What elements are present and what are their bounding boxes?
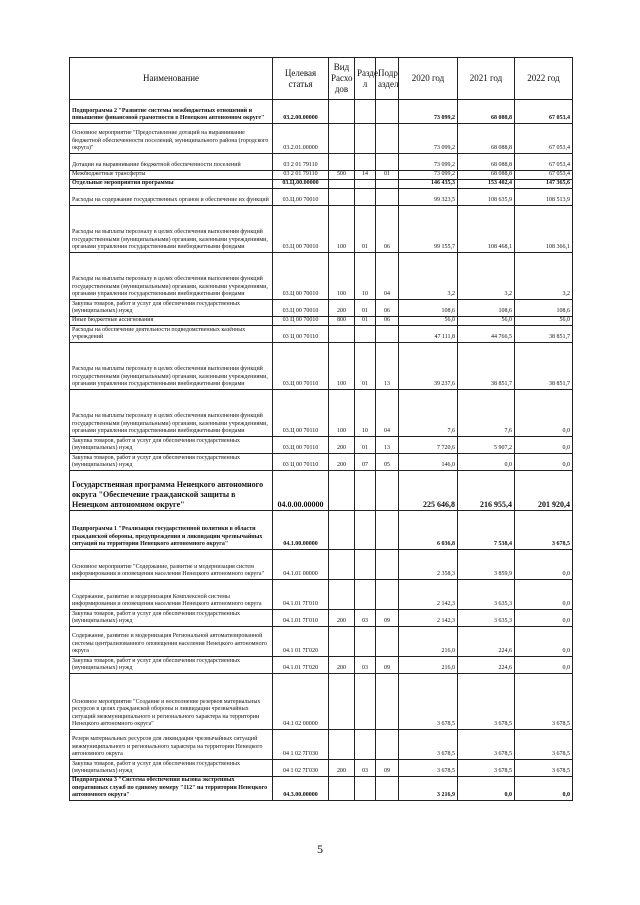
table-row bbox=[70, 777, 573, 801]
row-expense-type bbox=[329, 100, 355, 124]
row-name: Закупка товаров, работ и услуг для обеспечения государственных (муниципальных) нужд bbox=[70, 454, 273, 471]
row-section bbox=[355, 326, 376, 343]
row-subsection bbox=[376, 180, 399, 189]
row-code: 03.Ц 00 70110 bbox=[273, 437, 329, 454]
row-subsection bbox=[376, 100, 399, 124]
row-amount-2022: 67 053,4 bbox=[515, 100, 573, 124]
row-code: 04.3.00.00000 bbox=[273, 777, 329, 801]
row-section: 01 bbox=[355, 343, 376, 390]
row-expense-type bbox=[329, 730, 355, 760]
row-amount-2020: 3 678,5 bbox=[399, 674, 458, 730]
row-code: 04.1.01 00000 bbox=[273, 550, 329, 580]
row-code: 03.Ц 00 70010 bbox=[273, 206, 329, 253]
table-row bbox=[70, 760, 573, 777]
header-expense-type: Вид Расхо дов bbox=[329, 58, 355, 100]
row-amount-2021: 108,6 bbox=[458, 300, 515, 317]
row-amount-2020: 73 099,2 bbox=[399, 171, 458, 180]
row-section: 03 bbox=[355, 657, 376, 674]
row-code: 03.Ц 00 70110 bbox=[273, 390, 329, 437]
table-row bbox=[70, 550, 573, 580]
row-amount-2021: 108 468,1 bbox=[458, 206, 515, 253]
row-amount-2022: 38 851,7 bbox=[515, 326, 573, 343]
row-amount-2021: 224,6 bbox=[458, 627, 515, 657]
row-code: 04.1.01 7Г010 bbox=[273, 610, 329, 627]
row-code: 04 1 02 7Г030 bbox=[273, 760, 329, 777]
row-amount-2021: 68 088,8 bbox=[458, 100, 515, 124]
table-row bbox=[70, 124, 573, 154]
row-code: 03 2 01 79110 bbox=[273, 154, 329, 171]
header-year-2020: 2020 год bbox=[399, 58, 458, 100]
row-code: 03 Ц 00 70110 bbox=[273, 326, 329, 343]
row-code: 04.1.01 7Г020 bbox=[273, 657, 329, 674]
row-expense-type: 200 bbox=[329, 760, 355, 777]
row-expense-type: 800 bbox=[329, 317, 355, 326]
row-name: Государственная программа Ненецкого автономного округа "Обеспечение гражданской защиты в Ненецком автономном округе" bbox=[70, 471, 273, 511]
row-subsection: 06 bbox=[376, 206, 399, 253]
row-subsection: 05 bbox=[376, 454, 399, 471]
row-expense-type bbox=[329, 511, 355, 550]
row-amount-2020: 73 099,2 bbox=[399, 154, 458, 171]
row-amount-2022: 3 678,5 bbox=[515, 674, 573, 730]
row-subsection: 13 bbox=[376, 437, 399, 454]
row-amount-2020: 2 358,3 bbox=[399, 550, 458, 580]
row-subsection bbox=[376, 550, 399, 580]
row-expense-type bbox=[329, 326, 355, 343]
row-section: 10 bbox=[355, 390, 376, 437]
row-code: 04.1.00.00000 bbox=[273, 511, 329, 550]
row-amount-2022: 0,0 bbox=[515, 657, 573, 674]
row-amount-2021: 216 955,4 bbox=[458, 471, 515, 511]
row-amount-2020: 73 099,2 bbox=[399, 124, 458, 154]
table-row bbox=[70, 317, 573, 326]
row-section: 03 bbox=[355, 610, 376, 627]
row-amount-2020: 7,6 bbox=[399, 390, 458, 437]
row-amount-2022: 67 053,4 bbox=[515, 171, 573, 180]
row-code: 03.Ц 00 70010 bbox=[273, 253, 329, 300]
row-subsection bbox=[376, 154, 399, 171]
row-subsection bbox=[376, 627, 399, 657]
table-row bbox=[70, 610, 573, 627]
row-name: Расходы на выплаты персоналу в целях обеспечения выполнения функций государственными (муниципальными) органами, казенными учреждениями, органами управления государственными внебюджетными фондами bbox=[70, 206, 273, 253]
row-section: 01 bbox=[355, 317, 376, 326]
row-code: 03.Ц 00 70010 bbox=[273, 300, 329, 317]
row-section bbox=[355, 154, 376, 171]
row-amount-2021: 3 635,3 bbox=[458, 580, 515, 610]
row-amount-2022: 0,0 bbox=[515, 454, 573, 471]
row-name: Расходы на обеспечение деятельности подведомственных казённых учреждений bbox=[70, 326, 273, 343]
row-code: 03 2 01 79110 bbox=[273, 171, 329, 180]
row-section bbox=[355, 124, 376, 154]
table-row bbox=[70, 100, 573, 124]
row-expense-type bbox=[329, 471, 355, 511]
row-section: 01 bbox=[355, 300, 376, 317]
row-expense-type: 100 bbox=[329, 343, 355, 390]
row-name: Содержание, развитие и модернизация Комплексной системы информирования и оповещения населения Ненецкого автономного округа bbox=[70, 580, 273, 610]
row-amount-2022: 108 366,1 bbox=[515, 206, 573, 253]
row-expense-type: 100 bbox=[329, 390, 355, 437]
row-expense-type: 100 bbox=[329, 253, 355, 300]
table-row bbox=[70, 253, 573, 300]
row-expense-type bbox=[329, 550, 355, 580]
row-amount-2022: 147 365,6 bbox=[515, 180, 573, 189]
row-amount-2020: 73 099,2 bbox=[399, 100, 458, 124]
row-name: Подпрограмма 2 "Развитие системы межбюджетных отношений и повышение финансовой грамотности в Ненецком автономном округе" bbox=[70, 100, 273, 124]
row-name: Резерв материальных ресурсов для ликвидации чрезвычайных ситуаций межмуниципального и регионального характера на территории Ненецкого автономного округа bbox=[70, 730, 273, 760]
row-name: Закупка товаров, работ и услуг для обеспечения государственных (муниципальных) нужд bbox=[70, 300, 273, 317]
header-code: Целевая статья bbox=[273, 58, 329, 100]
row-amount-2020: 3 678,5 bbox=[399, 730, 458, 760]
row-name: Дотации на выравнивание бюджетной обеспеченности поселений bbox=[70, 154, 273, 171]
row-name: Закупка товаров, работ и услуг для обеспечения государственных (муниципальных) нужд bbox=[70, 657, 273, 674]
row-code: 03.2.00.00000 bbox=[273, 100, 329, 124]
row-section bbox=[355, 189, 376, 206]
row-section: 14 bbox=[355, 171, 376, 180]
row-amount-2021: 153 402,4 bbox=[458, 180, 515, 189]
table-row bbox=[70, 674, 573, 730]
row-amount-2021: 3 859,9 bbox=[458, 550, 515, 580]
row-amount-2021: 3 635,3 bbox=[458, 610, 515, 627]
table-row bbox=[70, 300, 573, 317]
row-subsection bbox=[376, 674, 399, 730]
row-amount-2021: 3 678,5 bbox=[458, 674, 515, 730]
row-amount-2020: 47 111,8 bbox=[399, 326, 458, 343]
row-section: 01 bbox=[355, 437, 376, 454]
row-name: Основное мероприятие "Создание и восполнение резервов материальных ресурсов в целях гражданской обороны и ликвидации чрезвычайных ситуаций межмуниципального и регионального характера на территории Ненецкого автономного округа" bbox=[70, 674, 273, 730]
row-amount-2020: 2 142,3 bbox=[399, 580, 458, 610]
row-subsection: 13 bbox=[376, 343, 399, 390]
row-code: 04.1 01 7Г020 bbox=[273, 627, 329, 657]
row-amount-2020: 99 323,5 bbox=[399, 189, 458, 206]
row-code: 04.1.01 7Г010 bbox=[273, 580, 329, 610]
header-year-2021: 2021 год bbox=[458, 58, 515, 100]
row-subsection: 01 bbox=[376, 171, 399, 180]
row-expense-type bbox=[329, 627, 355, 657]
row-code: 04 1 02 7Г030 bbox=[273, 730, 329, 760]
row-section bbox=[355, 180, 376, 189]
table-row bbox=[70, 454, 573, 471]
row-section bbox=[355, 674, 376, 730]
row-section bbox=[355, 730, 376, 760]
row-amount-2021: 68 088,8 bbox=[458, 124, 515, 154]
row-section bbox=[355, 471, 376, 511]
row-subsection bbox=[376, 511, 399, 550]
row-expense-type: 200 bbox=[329, 610, 355, 627]
row-section: 03 bbox=[355, 760, 376, 777]
row-amount-2022: 0,0 bbox=[515, 437, 573, 454]
row-amount-2022: 0,0 bbox=[515, 777, 573, 801]
row-amount-2020: 146,0 bbox=[399, 454, 458, 471]
row-expense-type: 500 bbox=[329, 171, 355, 180]
header-row bbox=[70, 58, 573, 100]
row-subsection bbox=[376, 326, 399, 343]
row-name: Подпрограмма 1 "Реализация государственной политики в области гражданской обороны, предупреждения и ликвидации чрезвычайных ситуаций на территории Ненецкого автономного округа" bbox=[70, 511, 273, 550]
row-subsection bbox=[376, 124, 399, 154]
table-row bbox=[70, 730, 573, 760]
row-amount-2022: 38 851,7 bbox=[515, 343, 573, 390]
row-code: 03.Ц 00 70110 bbox=[273, 343, 329, 390]
row-amount-2022: 201 920,4 bbox=[515, 471, 573, 511]
row-amount-2022: 67 053,4 bbox=[515, 124, 573, 154]
row-section bbox=[355, 511, 376, 550]
budget-table-body bbox=[70, 100, 573, 801]
row-subsection bbox=[376, 580, 399, 610]
table-row bbox=[70, 206, 573, 253]
row-expense-type bbox=[329, 777, 355, 801]
row-amount-2022: 67 053,4 bbox=[515, 154, 573, 171]
row-amount-2020: 99 155,7 bbox=[399, 206, 458, 253]
row-amount-2021: 0,0 bbox=[458, 454, 515, 471]
row-amount-2020: 108,6 bbox=[399, 300, 458, 317]
row-amount-2022: 3 678,5 bbox=[515, 511, 573, 550]
row-amount-2020: 216,0 bbox=[399, 627, 458, 657]
row-subsection: 04 bbox=[376, 253, 399, 300]
row-name: Расходы на выплаты персоналу в целях обеспечения выполнения функций государственными (муниципальными) органами, казенными учреждениями, органами управления государственными внебюджетными фондами bbox=[70, 343, 273, 390]
header-subsection: Подр аздел bbox=[376, 58, 399, 100]
table-row bbox=[70, 189, 573, 206]
row-code: 03.Ц.00 70010 bbox=[273, 189, 329, 206]
row-expense-type: 200 bbox=[329, 437, 355, 454]
row-amount-2021: 44 766,5 bbox=[458, 326, 515, 343]
row-subsection: 09 bbox=[376, 760, 399, 777]
row-amount-2020: 2 142,3 bbox=[399, 610, 458, 627]
row-section bbox=[355, 100, 376, 124]
row-code: 03.Ц.00.00000 bbox=[273, 180, 329, 189]
header-section: Разде л bbox=[355, 58, 376, 100]
table-row bbox=[70, 511, 573, 550]
row-amount-2021: 3 678,5 bbox=[458, 730, 515, 760]
row-amount-2022: 0,0 bbox=[515, 610, 573, 627]
row-name: Содержание, развитие и модернизация Региональной автоматизированной системы централизованного оповещения населения Ненецкого автономного округа bbox=[70, 627, 273, 657]
header-year-2022: 2022 год bbox=[515, 58, 573, 100]
row-subsection bbox=[376, 730, 399, 760]
row-name: Межбюджетные трансферты bbox=[70, 171, 273, 180]
row-expense-type bbox=[329, 674, 355, 730]
row-name: Расходы на выплаты персоналу в целях обеспечения выполнения функций государственными (муниципальными) органами, казенными учреждениями, органами управления государственными внебюджетными фондами bbox=[70, 253, 273, 300]
row-name: Закупка товаров, работ и услуг для обеспечения государственных (муниципальных) нужд bbox=[70, 437, 273, 454]
row-section: 07 bbox=[355, 454, 376, 471]
row-amount-2022: 0,0 bbox=[515, 580, 573, 610]
row-amount-2021: 68 088,8 bbox=[458, 171, 515, 180]
table-row bbox=[70, 326, 573, 343]
table-row bbox=[70, 627, 573, 657]
row-subsection bbox=[376, 189, 399, 206]
row-name: Отдельные мероприятия программы bbox=[70, 180, 273, 189]
table-row bbox=[70, 580, 573, 610]
row-amount-2021: 56,0 bbox=[458, 317, 515, 326]
table-row bbox=[70, 154, 573, 171]
row-name: Подпрограмма 3 "Система обеспечения вызова экстренных оперативных служб по единому номеру "112" на территории Ненецкого автономного округа" bbox=[70, 777, 273, 801]
row-amount-2021: 38 851,7 bbox=[458, 343, 515, 390]
row-amount-2022: 108,6 bbox=[515, 300, 573, 317]
row-amount-2022: 0,0 bbox=[515, 390, 573, 437]
row-expense-type bbox=[329, 154, 355, 171]
row-code: 03 Ц 00 70110 bbox=[273, 454, 329, 471]
row-code: 04.1 02 00000 bbox=[273, 674, 329, 730]
row-expense-type bbox=[329, 189, 355, 206]
row-amount-2020: 7 720,6 bbox=[399, 437, 458, 454]
row-subsection: 06 bbox=[376, 300, 399, 317]
row-amount-2022: 3,2 bbox=[515, 253, 573, 300]
row-amount-2020: 39 237,6 bbox=[399, 343, 458, 390]
row-subsection: 04 bbox=[376, 390, 399, 437]
row-section bbox=[355, 627, 376, 657]
page-number: 5 bbox=[317, 842, 323, 856]
row-code: 03 Ц 00 70010 bbox=[273, 317, 329, 326]
row-amount-2022: 3 678,5 bbox=[515, 730, 573, 760]
row-section: 01 bbox=[355, 206, 376, 253]
row-amount-2021: 108 635,9 bbox=[458, 189, 515, 206]
row-subsection: 09 bbox=[376, 610, 399, 627]
row-name: Иные бюджетные ассигнования bbox=[70, 317, 273, 326]
row-name: Закупка товаров, работ и услуг для обеспечения государственных (муниципальных) нужд bbox=[70, 610, 273, 627]
table-row bbox=[70, 390, 573, 437]
row-expense-type: 200 bbox=[329, 300, 355, 317]
row-amount-2021: 7,6 bbox=[458, 390, 515, 437]
row-section bbox=[355, 580, 376, 610]
table-row bbox=[70, 171, 573, 180]
row-subsection bbox=[376, 777, 399, 801]
row-expense-type: 200 bbox=[329, 454, 355, 471]
row-code: 04.0.00.00000 bbox=[273, 471, 329, 511]
row-amount-2021: 68 088,8 bbox=[458, 154, 515, 171]
row-amount-2020: 3,2 bbox=[399, 253, 458, 300]
row-amount-2021: 3 678,5 bbox=[458, 760, 515, 777]
table-row bbox=[70, 343, 573, 390]
row-name: Закупка товаров, работ и услуг для обеспечения государственных (муниципальных) нужд bbox=[70, 760, 273, 777]
budget-table bbox=[69, 57, 573, 801]
row-expense-type bbox=[329, 180, 355, 189]
row-amount-2020: 225 646,8 bbox=[399, 471, 458, 511]
row-expense-type bbox=[329, 124, 355, 154]
row-name: Расходы на содержание государственных органов и обеспечение их функций bbox=[70, 189, 273, 206]
row-amount-2022: 0,0 bbox=[515, 627, 573, 657]
row-name: Основное мероприятие "Предоставление дотаций на выравнивание бюджетной обеспеченности поселений, муниципального района (городского округа)" bbox=[70, 124, 273, 154]
row-amount-2022: 108 513,9 bbox=[515, 189, 573, 206]
row-code: 03.2.01.00000 bbox=[273, 124, 329, 154]
table-row bbox=[70, 471, 573, 511]
row-amount-2021: 3,2 bbox=[458, 253, 515, 300]
table-row bbox=[70, 437, 573, 454]
row-subsection: 09 bbox=[376, 657, 399, 674]
row-amount-2021: 0,0 bbox=[458, 777, 515, 801]
row-subsection bbox=[376, 471, 399, 511]
row-amount-2021: 224,6 bbox=[458, 657, 515, 674]
row-section bbox=[355, 550, 376, 580]
row-amount-2022: 0,0 bbox=[515, 550, 573, 580]
row-expense-type: 100 bbox=[329, 206, 355, 253]
row-amount-2021: 5 907,2 bbox=[458, 437, 515, 454]
row-amount-2022: 3 678,5 bbox=[515, 760, 573, 777]
row-section: 10 bbox=[355, 253, 376, 300]
table-row bbox=[70, 180, 573, 189]
row-amount-2020: 3 678,5 bbox=[399, 760, 458, 777]
row-amount-2020: 216,0 bbox=[399, 657, 458, 674]
row-expense-type bbox=[329, 580, 355, 610]
row-name: Расходы на выплаты персоналу в целях обеспечения выполнения функций государственными (муниципальными) органами, казенными учреждениями, органами управления государственными внебюджетными фондами bbox=[70, 390, 273, 437]
header-name: Наименование bbox=[70, 58, 273, 100]
row-amount-2020: 56,0 bbox=[399, 317, 458, 326]
row-amount-2020: 6 036,8 bbox=[399, 511, 458, 550]
table-row bbox=[70, 657, 573, 674]
row-amount-2020: 146 435,3 bbox=[399, 180, 458, 189]
row-amount-2022: 56,0 bbox=[515, 317, 573, 326]
row-name: Основное мероприятие "Содержание, развитие и модернизация систем информирования и оповещения населения Ненецкого автономного округа" bbox=[70, 550, 273, 580]
row-amount-2020: 3 216,9 bbox=[399, 777, 458, 801]
row-subsection: 06 bbox=[376, 317, 399, 326]
row-section bbox=[355, 777, 376, 801]
row-expense-type: 200 bbox=[329, 657, 355, 674]
row-amount-2021: 7 538,4 bbox=[458, 511, 515, 550]
